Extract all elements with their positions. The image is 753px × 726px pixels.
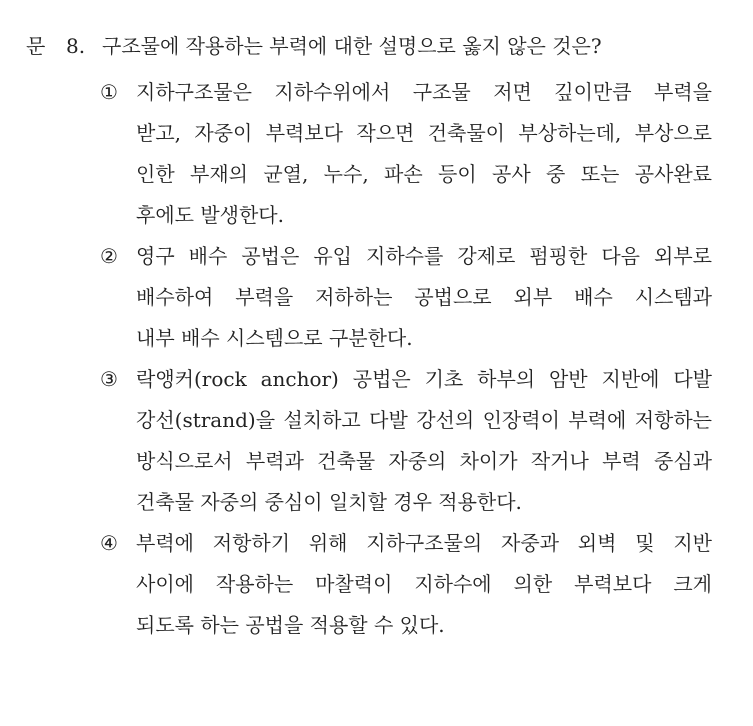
option-1-line-4: 후에도 발생한다.	[136, 203, 284, 227]
option-3-line-1: 락앵커(rock anchor) 공법은 기초 하부의 암반 지반에 다발	[136, 367, 712, 391]
option-2-line-1: 영구 배수 공법은 유입 지하수를 강제로 펌핑한 다음 외부로	[136, 244, 712, 268]
question-text: 구조물에 작용하는 부력에 대한 설명으로 옳지 않은 것은?	[102, 34, 602, 58]
option-2	[100, 236, 712, 359]
option-2-line-3: 내부 배수 시스템으로 구분한다.	[136, 326, 413, 350]
option-3-line-4: 건축물 자중의 중심이 일치할 경우 적용한다.	[136, 490, 522, 514]
option-1-line-3: 인한 부재의 균열, 누수, 파손 등이 공사 중 또는 공사완료	[136, 162, 712, 186]
option-3-marker: ③	[100, 367, 118, 391]
option-1	[100, 72, 712, 236]
option-2-marker: ②	[100, 244, 118, 268]
option-4-line-3: 되도록 하는 공법을 적용할 수 있다.	[136, 613, 445, 637]
option-4-marker: ④	[100, 531, 118, 555]
option-4-line-2: 사이에 작용하는 마찰력이 지하수에 의한 부력보다 크게	[136, 572, 712, 596]
option-2-line-2: 배수하여 부력을 저하하는 공법으로 외부 배수 시스템과	[136, 285, 712, 309]
option-4	[100, 523, 712, 646]
option-1-line-1: 지하구조물은 지하수위에서 구조물 저면 깊이만큼 부력을	[136, 80, 712, 104]
option-3-line-2: 강선(strand)을 설치하고 다발 강선의 인장력이 부력에 저항하는	[136, 408, 712, 432]
option-1-line-2: 받고, 자중이 부력보다 작으면 건축물이 부상하는데, 부상으로	[136, 121, 712, 145]
option-3	[100, 359, 712, 523]
question-label: 문	[26, 34, 46, 58]
question-number: 8.	[66, 34, 86, 58]
option-4-line-1: 부력에 저항하기 위해 지하구조물의 자중과 외벽 및 지반	[136, 531, 712, 555]
question-header	[26, 28, 736, 64]
option-1-marker: ①	[100, 80, 118, 104]
option-3-line-3: 방식으로서 부력과 건축물 자중의 차이가 작거나 부력 중심과	[136, 449, 712, 473]
